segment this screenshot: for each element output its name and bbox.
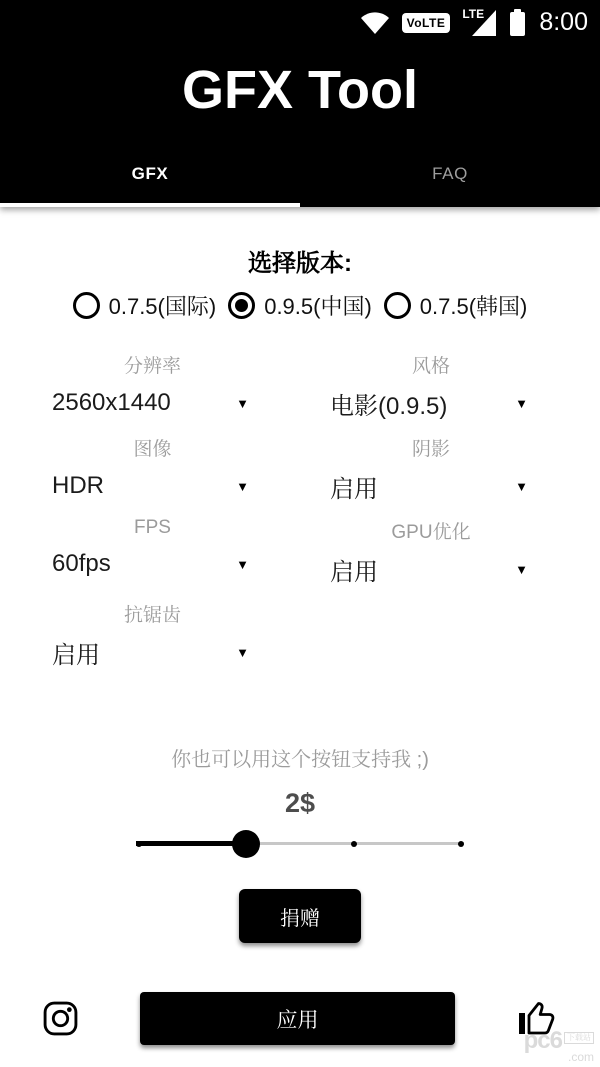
chevron-down-icon: ▼ <box>515 561 528 577</box>
tab-gfx[interactable]: GFX <box>0 145 300 207</box>
donation-slider[interactable] <box>136 829 464 859</box>
antialiasing-spinner[interactable]: 启用 ▼ <box>52 637 253 667</box>
support-text: 你也可以用这个按钮支持我 ;) <box>171 749 429 771</box>
setting-gpu: GPU优化 启用 ▼ <box>330 517 532 584</box>
app-header <box>0 45 600 207</box>
shadow-spinner[interactable]: 启用 ▼ <box>330 471 532 501</box>
footer-bar <box>0 992 600 1045</box>
setting-shadow: 阴影 启用 ▼ <box>330 434 532 501</box>
watermark: pc6 下载站 .com <box>523 1027 594 1064</box>
setting-fps: FPS 60fps ▼ <box>52 517 253 584</box>
radio-button-selected[interactable] <box>228 292 255 319</box>
style-spinner[interactable]: 电影(0.9.5) ▼ <box>330 388 532 418</box>
status-time: 8:00 <box>539 8 588 36</box>
slider-tick <box>458 841 464 847</box>
settings-grid <box>0 321 600 667</box>
radio-option-china[interactable]: 0.9.5(中国) <box>228 290 372 321</box>
chevron-down-icon: ▼ <box>236 478 249 494</box>
chevron-down-icon: ▼ <box>236 395 249 411</box>
setting-graphics: 图像 HDR ▼ <box>52 434 253 501</box>
radio-option-korea[interactable]: 0.7.5(韩国) <box>384 290 528 321</box>
version-radio-group <box>0 290 600 321</box>
slider-track-active <box>136 841 246 846</box>
chevron-down-icon: ▼ <box>515 395 528 411</box>
slider-thumb[interactable] <box>232 830 260 858</box>
wifi-icon <box>360 10 390 36</box>
setting-style: 风格 电影(0.9.5) ▼ <box>330 351 532 418</box>
slider-tick <box>351 841 357 847</box>
chevron-down-icon: ▼ <box>236 556 249 572</box>
chevron-down-icon: ▼ <box>236 644 249 660</box>
donate-button[interactable]: 捐赠 <box>239 889 361 943</box>
app-title: GFX Tool <box>182 60 418 120</box>
watermark-text: pc6 <box>523 1027 562 1054</box>
setting-antialiasing: 抗锯齿 启用 ▼ <box>52 600 253 667</box>
tab-bar <box>0 145 600 207</box>
status-bar <box>0 0 600 45</box>
lte-signal-icon <box>462 8 498 38</box>
setting-resolution: 分辨率 2560x1440 ▼ <box>52 351 253 418</box>
slider-tick <box>136 841 142 847</box>
radio-option-international[interactable]: 0.7.5(国际) <box>73 290 217 321</box>
apply-button[interactable]: 应用 <box>140 992 455 1045</box>
instagram-icon[interactable] <box>42 1000 79 1037</box>
fps-spinner[interactable]: 60fps ▼ <box>52 549 253 579</box>
battery-icon <box>510 12 525 36</box>
radio-button[interactable] <box>384 292 411 319</box>
resolution-spinner[interactable]: 2560x1440 ▼ <box>52 388 253 418</box>
radio-button[interactable] <box>73 292 100 319</box>
lte-label: LTE <box>462 6 485 21</box>
graphics-spinner[interactable]: HDR ▼ <box>52 471 253 501</box>
signal-triangle-icon <box>472 10 496 36</box>
chevron-down-icon: ▼ <box>515 478 528 494</box>
tab-faq[interactable]: FAQ <box>432 164 468 183</box>
gpu-spinner[interactable]: 启用 ▼ <box>330 554 532 584</box>
version-heading: 选择版本: <box>248 250 352 277</box>
donation-amount: 2$ <box>284 788 316 818</box>
main-content <box>0 207 600 943</box>
volte-badge: VoLTE <box>402 13 451 33</box>
